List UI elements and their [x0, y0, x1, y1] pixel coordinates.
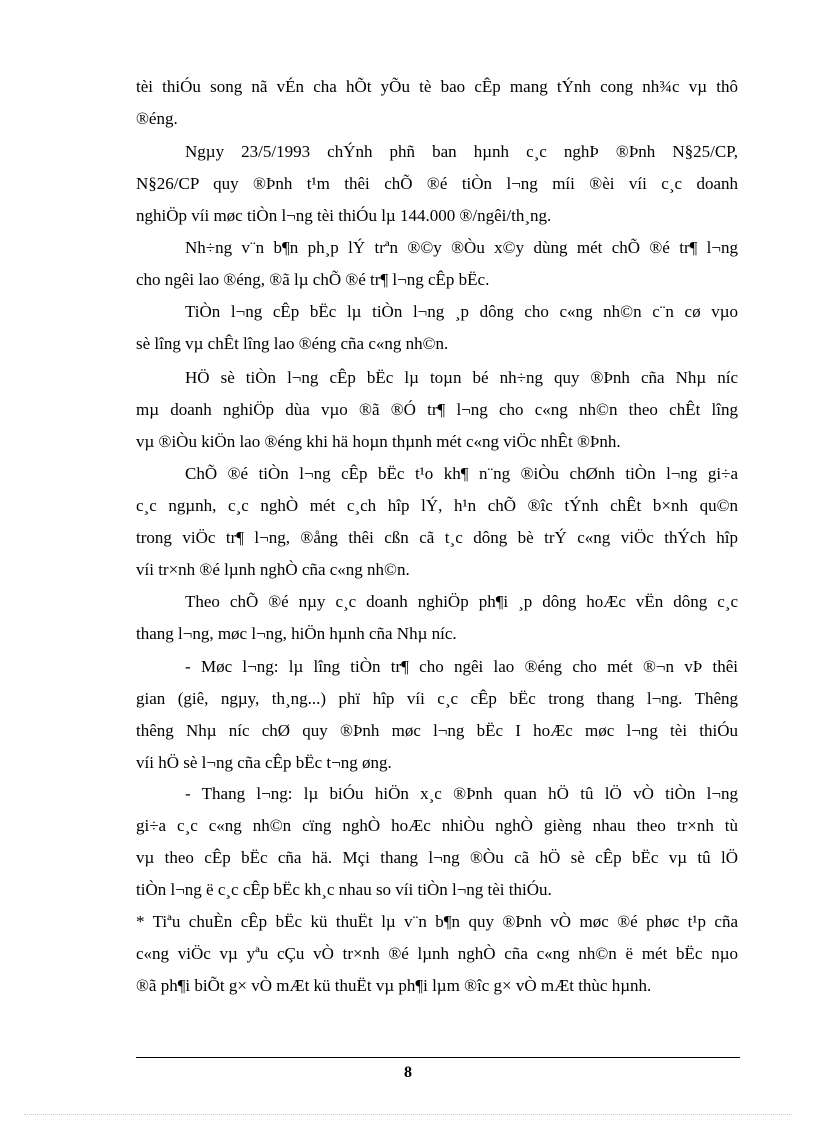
text-line: N§26/CP quy ®Þnh t¹m thêi chÕ ®é tiÒn l¬ng míi ®èi víi c¸c doanh: [136, 174, 738, 193]
text-line: gian (giê, ngµy, th¸ng...) phï hîp víi c¸c cÊp bËc trong thang l¬ng. Thêng: [136, 689, 738, 708]
text-line: víi hÖ sè l¬ng cña cÊp bËc t¬ng øng.: [136, 753, 392, 772]
text-line: TiÒn l¬ng cÊp bËc lµ tiÒn l¬ng ¸p dông cho c«ng nh©n c¨n cø vµo: [185, 302, 738, 321]
text-line: - Møc l¬ng: lµ lîng tiÒn tr¶ cho ngêi lao ®éng cho mét ®¬n vÞ thêi: [185, 657, 738, 676]
text-line: víi tr×nh ®é lµnh nghÒ cña c«ng nh©n.: [136, 560, 410, 579]
paragraph: [136, 586, 738, 650]
text-line: vµ ®iÒu kiÖn lao ®éng khi hä hoµn thµnh mét c«ng viÖc nhÊt ®Þnh.: [136, 432, 621, 451]
text-line: ®éng.: [136, 109, 178, 128]
footer-divider: [136, 1057, 740, 1058]
text-line: mµ doanh nghiÖp dùa vµo ®ã ®Ó tr¶ l¬ng cho c«ng nh©n theo chÊt lîng: [136, 400, 738, 419]
text-line: cho ngêi lao ®éng, ®ã lµ chÕ ®é tr¶ l¬ng cÊp bËc.: [136, 270, 490, 289]
text-line: thang l¬ng, møc l¬ng, hiÖn hµnh cña Nhµ níc.: [136, 624, 457, 643]
text-line: trong viÖc tr¶ l¬ng, ®ång thêi cßn cã t¸c dông bè trÝ c«ng viÖc thÝch hîp: [136, 528, 738, 547]
text-line: gi÷a c¸c c«ng nh©n cïng nghÒ hoÆc nhiÒu nghÒ gièng nhau theo tr×nh tù: [136, 816, 738, 835]
paragraph: [136, 778, 738, 906]
paragraph: [136, 71, 738, 135]
page-number: 8: [404, 1064, 412, 1081]
text-line: c«ng viÖc vµ yªu cÇu vÒ tr×nh ®é lµnh nghÒ cña c«ng nh©n ë mét bËc nµo: [136, 944, 738, 963]
text-line: tiÒn l¬ng ë c¸c cÊp bËc kh¸c nhau so víi tiÒn l¬ng tèi thiÓu.: [136, 880, 552, 899]
paragraph: [136, 362, 738, 458]
paragraph: [136, 458, 738, 586]
text-line: Theo chÕ ®é nµy c¸c doanh nghiÖp ph¶i ¸p dông hoÆc vËn dông c¸c: [185, 592, 738, 611]
text-line: tèi thiÓu song nã vÉn cha hÕt yÕu tè bao cÊp mang tÝnh cong nh¾c vµ thô: [136, 77, 738, 96]
text-line: Nh÷ng v¨n b¶n ph¸p lÝ trªn ®©y ®Òu x©y dùng mét chÕ ®é tr¶ l¬ng: [185, 238, 738, 257]
text-line: vµ theo cÊp bËc cña hä. Mçi thang l¬ng ®Òu cã hÖ sè cÊp bËc vµ tû lÖ: [136, 848, 738, 867]
text-line: HÖ sè tiÒn l¬ng cÊp bËc lµ toµn bé nh÷ng quy ®Þnh cña Nhµ níc: [185, 368, 738, 387]
text-line: - Thang l¬ng: lµ biÓu hiÖn x¸c ®Þnh quan hÖ tû lÖ vÒ tiÒn l¬ng: [185, 784, 738, 803]
text-line: * Tiªu chuÈn cÊp bËc kü thuËt lµ v¨n b¶n quy ®Þnh vÒ møc ®é phøc t¹p cña: [136, 912, 738, 931]
text-line: ChÕ ®é tiÒn l¬ng cÊp bËc t¹o kh¶ n¨ng ®iÒu chØnh tiÒn l¬ng gi÷a: [185, 464, 738, 483]
text-line: Ngµy 23/5/1993 chÝnh phñ ban hµnh c¸c nghÞ ®Þnh N§25/CP,: [185, 142, 738, 161]
text-line: sè lîng vµ chÊt lîng lao ®éng cña c«ng nh©n.: [136, 334, 449, 353]
paragraph: [136, 296, 738, 360]
text-line: thêng Nhµ níc chØ quy ®Þnh møc l¬ng bËc I hoÆc møc l¬ng tèi thiÓu: [136, 721, 738, 740]
paragraph: [136, 906, 738, 1002]
page-bottom-border: [24, 1114, 792, 1115]
text-line: c¸c ngµnh, c¸c nghÒ mét c¸ch hîp lÝ, h¹n chÕ ®îc tÝnh chÊt b×nh qu©n: [136, 496, 738, 515]
paragraph: [136, 136, 738, 232]
text-line: nghiÖp víi møc tiÒn l¬ng tèi thiÓu lµ 144.000 ®/ngêi/th¸ng.: [136, 206, 552, 225]
text-line: ®ã ph¶i biÕt g× vÒ mÆt kü thuËt vµ ph¶i lµm ®îc g× vÒ mÆt thùc hµnh.: [136, 976, 652, 995]
paragraph: [136, 651, 738, 779]
paragraph: [136, 232, 738, 296]
